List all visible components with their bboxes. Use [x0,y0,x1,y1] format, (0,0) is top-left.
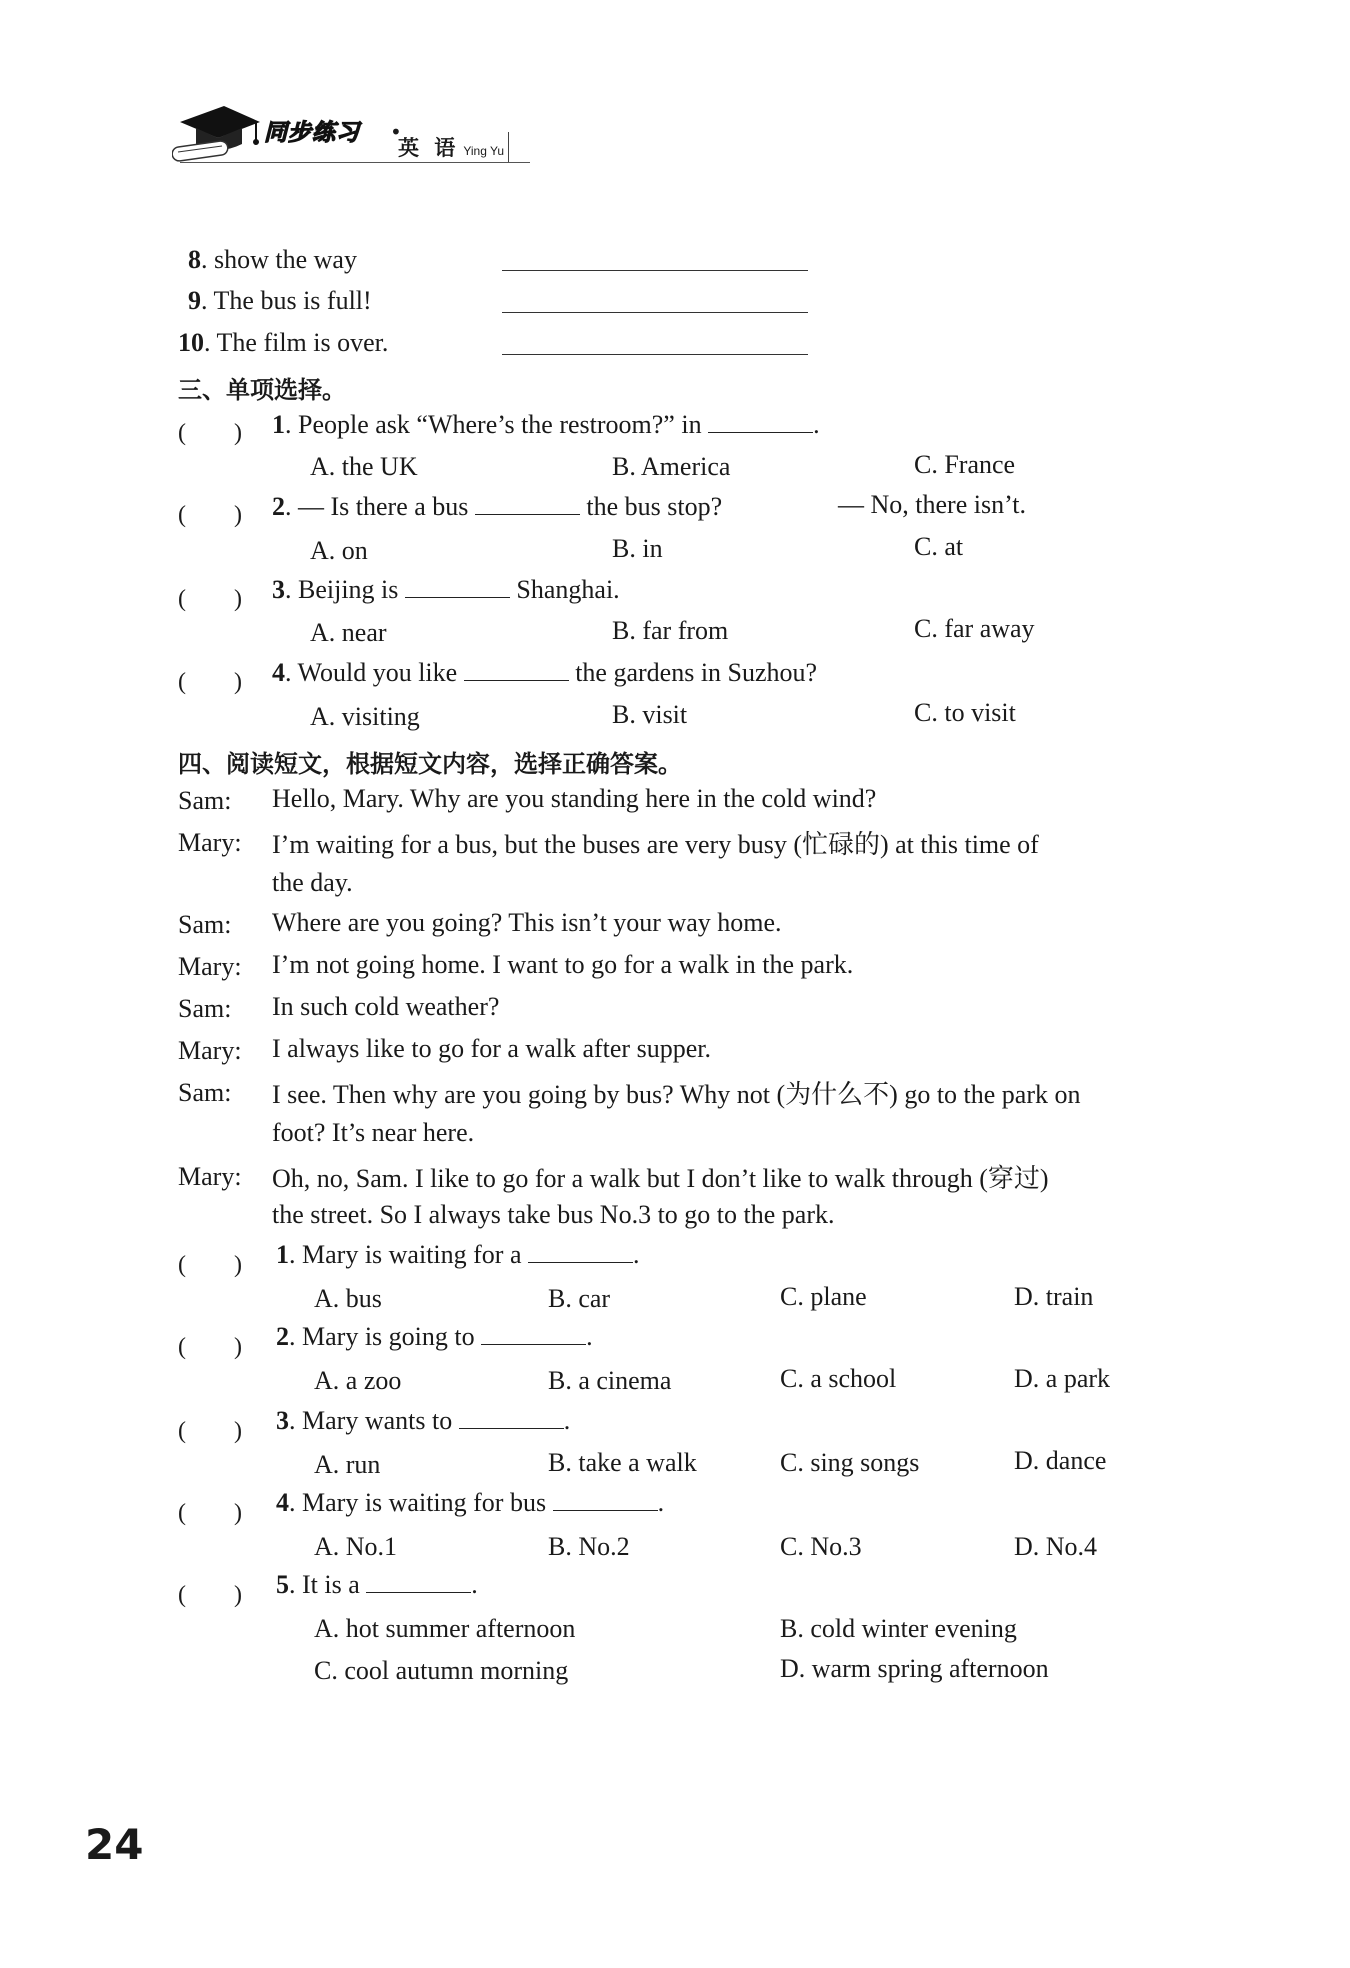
question-number: 4 [272,658,285,687]
option: D. No.4 [1014,1532,1098,1561]
item-text: . The bus is full! [201,286,372,315]
dialogue-line: I always like to go for a walk after supper. [272,1034,711,1063]
question-stem-end: . [471,1570,478,1599]
answer-blank[interactable] [502,354,808,355]
question-number: 1 [272,410,285,439]
option: C. No.3 [780,1532,862,1561]
dialogue-line: foot? It’s near here. [272,1118,475,1147]
question-stem: . Mary wants to [289,1406,453,1435]
answer-paren[interactable]: ( ) [178,1500,242,1526]
dialogue-line: Where are you going? This isn’t your way home. [272,908,782,937]
question-text [276,1324,593,1350]
question-text [276,1572,478,1598]
answer-paren[interactable]: ( ) [178,669,242,695]
dialogue-speaker: Sam: [178,786,232,815]
dialogue-line: I’m not going home. I want to go for a walk in the park. [272,950,854,979]
dialogue-speaker: Sam: [178,910,232,939]
fill-blank[interactable] [481,1340,586,1345]
option: B. cold winter evening [780,1614,1017,1643]
translate-item [178,330,388,356]
question-number: 3 [272,575,285,604]
item-number: 10 [178,328,204,357]
option: C. to visit [914,698,1016,727]
option: D. train [1014,1282,1094,1311]
item-text: . The film is over. [204,328,389,357]
subject-chinese: 英 语 [398,136,460,160]
option: A. on [310,536,368,565]
dialogue-line: the street. So I always take bus No.3 to go to the park. [272,1200,835,1229]
section-title: 三、单项选择。 [178,376,346,404]
dialogue-line: I’m waiting for a bus, but the buses are very busy (忙碌的) at this time of [272,830,1039,859]
option: A. the UK [310,452,418,481]
option: A. a zoo [314,1366,402,1395]
reply-text: — No, there isn’t. [838,490,1026,519]
option: A. bus [314,1284,382,1313]
option: A. run [314,1450,381,1479]
translate-item [188,288,372,314]
question-text [276,1408,570,1434]
dialogue-line: In such cold weather? [272,992,500,1021]
answer-paren[interactable]: ( ) [178,1334,242,1360]
dialogue-speaker: Mary: [178,1036,242,1065]
workbook-brand: 同步练习 [264,120,360,146]
option: A. visiting [310,702,420,731]
dialogue-speaker: Sam: [178,1078,232,1107]
question-stem: . Mary is waiting for bus [289,1488,547,1517]
question-stem-end: . [633,1240,640,1269]
dialogue-speaker: Mary: [178,952,242,981]
question-stem: . Would you like [285,658,458,687]
page-number: 24 [85,1820,144,1869]
dialogue-speaker: Mary: [178,828,242,857]
option: C. a school [780,1364,897,1393]
subject-pinyin: Ying Yu [463,144,505,158]
question-stem: . People ask “Where’s the restroom?” in [285,410,702,439]
question-text [272,412,820,438]
dialogue-line: the day. [272,868,353,897]
option: C. France [914,450,1016,479]
graduation-cap-icon [172,100,262,170]
item-text: . show the way [201,245,357,274]
dialogue-line: Hello, Mary. Why are you standing here in the cold wind? [272,784,877,813]
fill-blank[interactable] [459,1424,564,1429]
option: B. No.2 [548,1532,630,1561]
question-text [272,494,722,520]
question-stem-end: . [813,410,820,439]
question-stem: . Beijing is [285,575,399,604]
option: D. a park [1014,1364,1111,1393]
question-number: 4 [276,1488,289,1517]
question-stem-end: Shanghai. [516,575,620,604]
option: B. in [612,534,663,563]
fill-blank[interactable] [553,1506,658,1511]
answer-paren[interactable]: ( ) [178,420,242,446]
option: C. sing songs [780,1448,920,1477]
option: B. car [548,1284,611,1313]
dialogue-line: Oh, no, Sam. I like to go for a walk but I don’t like to walk through (穿过) [272,1164,1049,1193]
dialogue-line: I see. Then why are you going by bus? Why not (为什么不) go to the park on [272,1080,1081,1109]
question-stem-end: the gardens in Suzhou? [575,658,818,687]
fill-blank[interactable] [528,1258,633,1263]
question-number: 2 [276,1322,289,1351]
question-text [276,1490,664,1516]
question-stem: . Mary is going to [289,1322,475,1351]
question-number: 5 [276,1570,289,1599]
option: A. No.1 [314,1532,398,1561]
option: B. a cinema [548,1366,672,1395]
question-number: 3 [276,1406,289,1435]
option: C. far away [914,614,1035,643]
option: D. dance [1014,1446,1107,1475]
option: B. far from [612,616,729,645]
question-stem-end: . [586,1322,593,1351]
subject-label [394,132,509,163]
option: A. near [310,618,387,647]
option: B. America [612,452,731,481]
answer-blank[interactable] [502,312,808,313]
question-number: 2 [272,492,285,521]
option: C. plane [780,1282,867,1311]
item-number: 9 [188,286,201,315]
question-number: 1 [276,1240,289,1269]
question-text [272,577,620,603]
answer-blank[interactable] [502,270,808,271]
question-stem: . — Is there a bus [285,492,469,521]
translate-item [188,247,357,273]
answer-paren[interactable]: ( ) [178,1252,242,1278]
fill-blank[interactable] [708,428,813,433]
fill-blank[interactable] [464,676,569,681]
header-dot: • [390,120,402,144]
fill-blank[interactable] [366,1588,471,1593]
option: B. visit [612,700,688,729]
page-header [172,100,532,180]
question-text [272,660,817,686]
option: C. cool autumn morning [314,1656,569,1685]
question-stem-end: . [563,1406,571,1435]
question-stem: . It is a [289,1570,360,1599]
question-stem-end: the bus stop? [586,492,723,521]
fill-blank[interactable] [475,510,580,515]
answer-paren[interactable]: ( ) [178,1582,242,1608]
fill-blank[interactable] [405,593,510,598]
dialogue-speaker: Sam: [178,994,232,1023]
answer-paren[interactable]: ( ) [178,502,242,528]
option: C. at [914,532,964,561]
answer-paren[interactable]: ( ) [178,586,242,612]
question-stem-end: . [657,1488,665,1517]
answer-paren[interactable]: ( ) [178,1418,242,1444]
question-text [276,1242,640,1268]
option: D. warm spring afternoon [780,1654,1049,1683]
dialogue-speaker: Mary: [178,1162,242,1191]
section-title: 四、阅读短文，根据短文内容，选择正确答案。 [178,750,682,778]
header-rule [180,162,530,163]
item-number: 8 [188,245,201,274]
question-stem: . Mary is waiting for a [289,1240,522,1269]
option: B. take a walk [548,1448,697,1477]
option: A. hot summer afternoon [314,1614,576,1643]
